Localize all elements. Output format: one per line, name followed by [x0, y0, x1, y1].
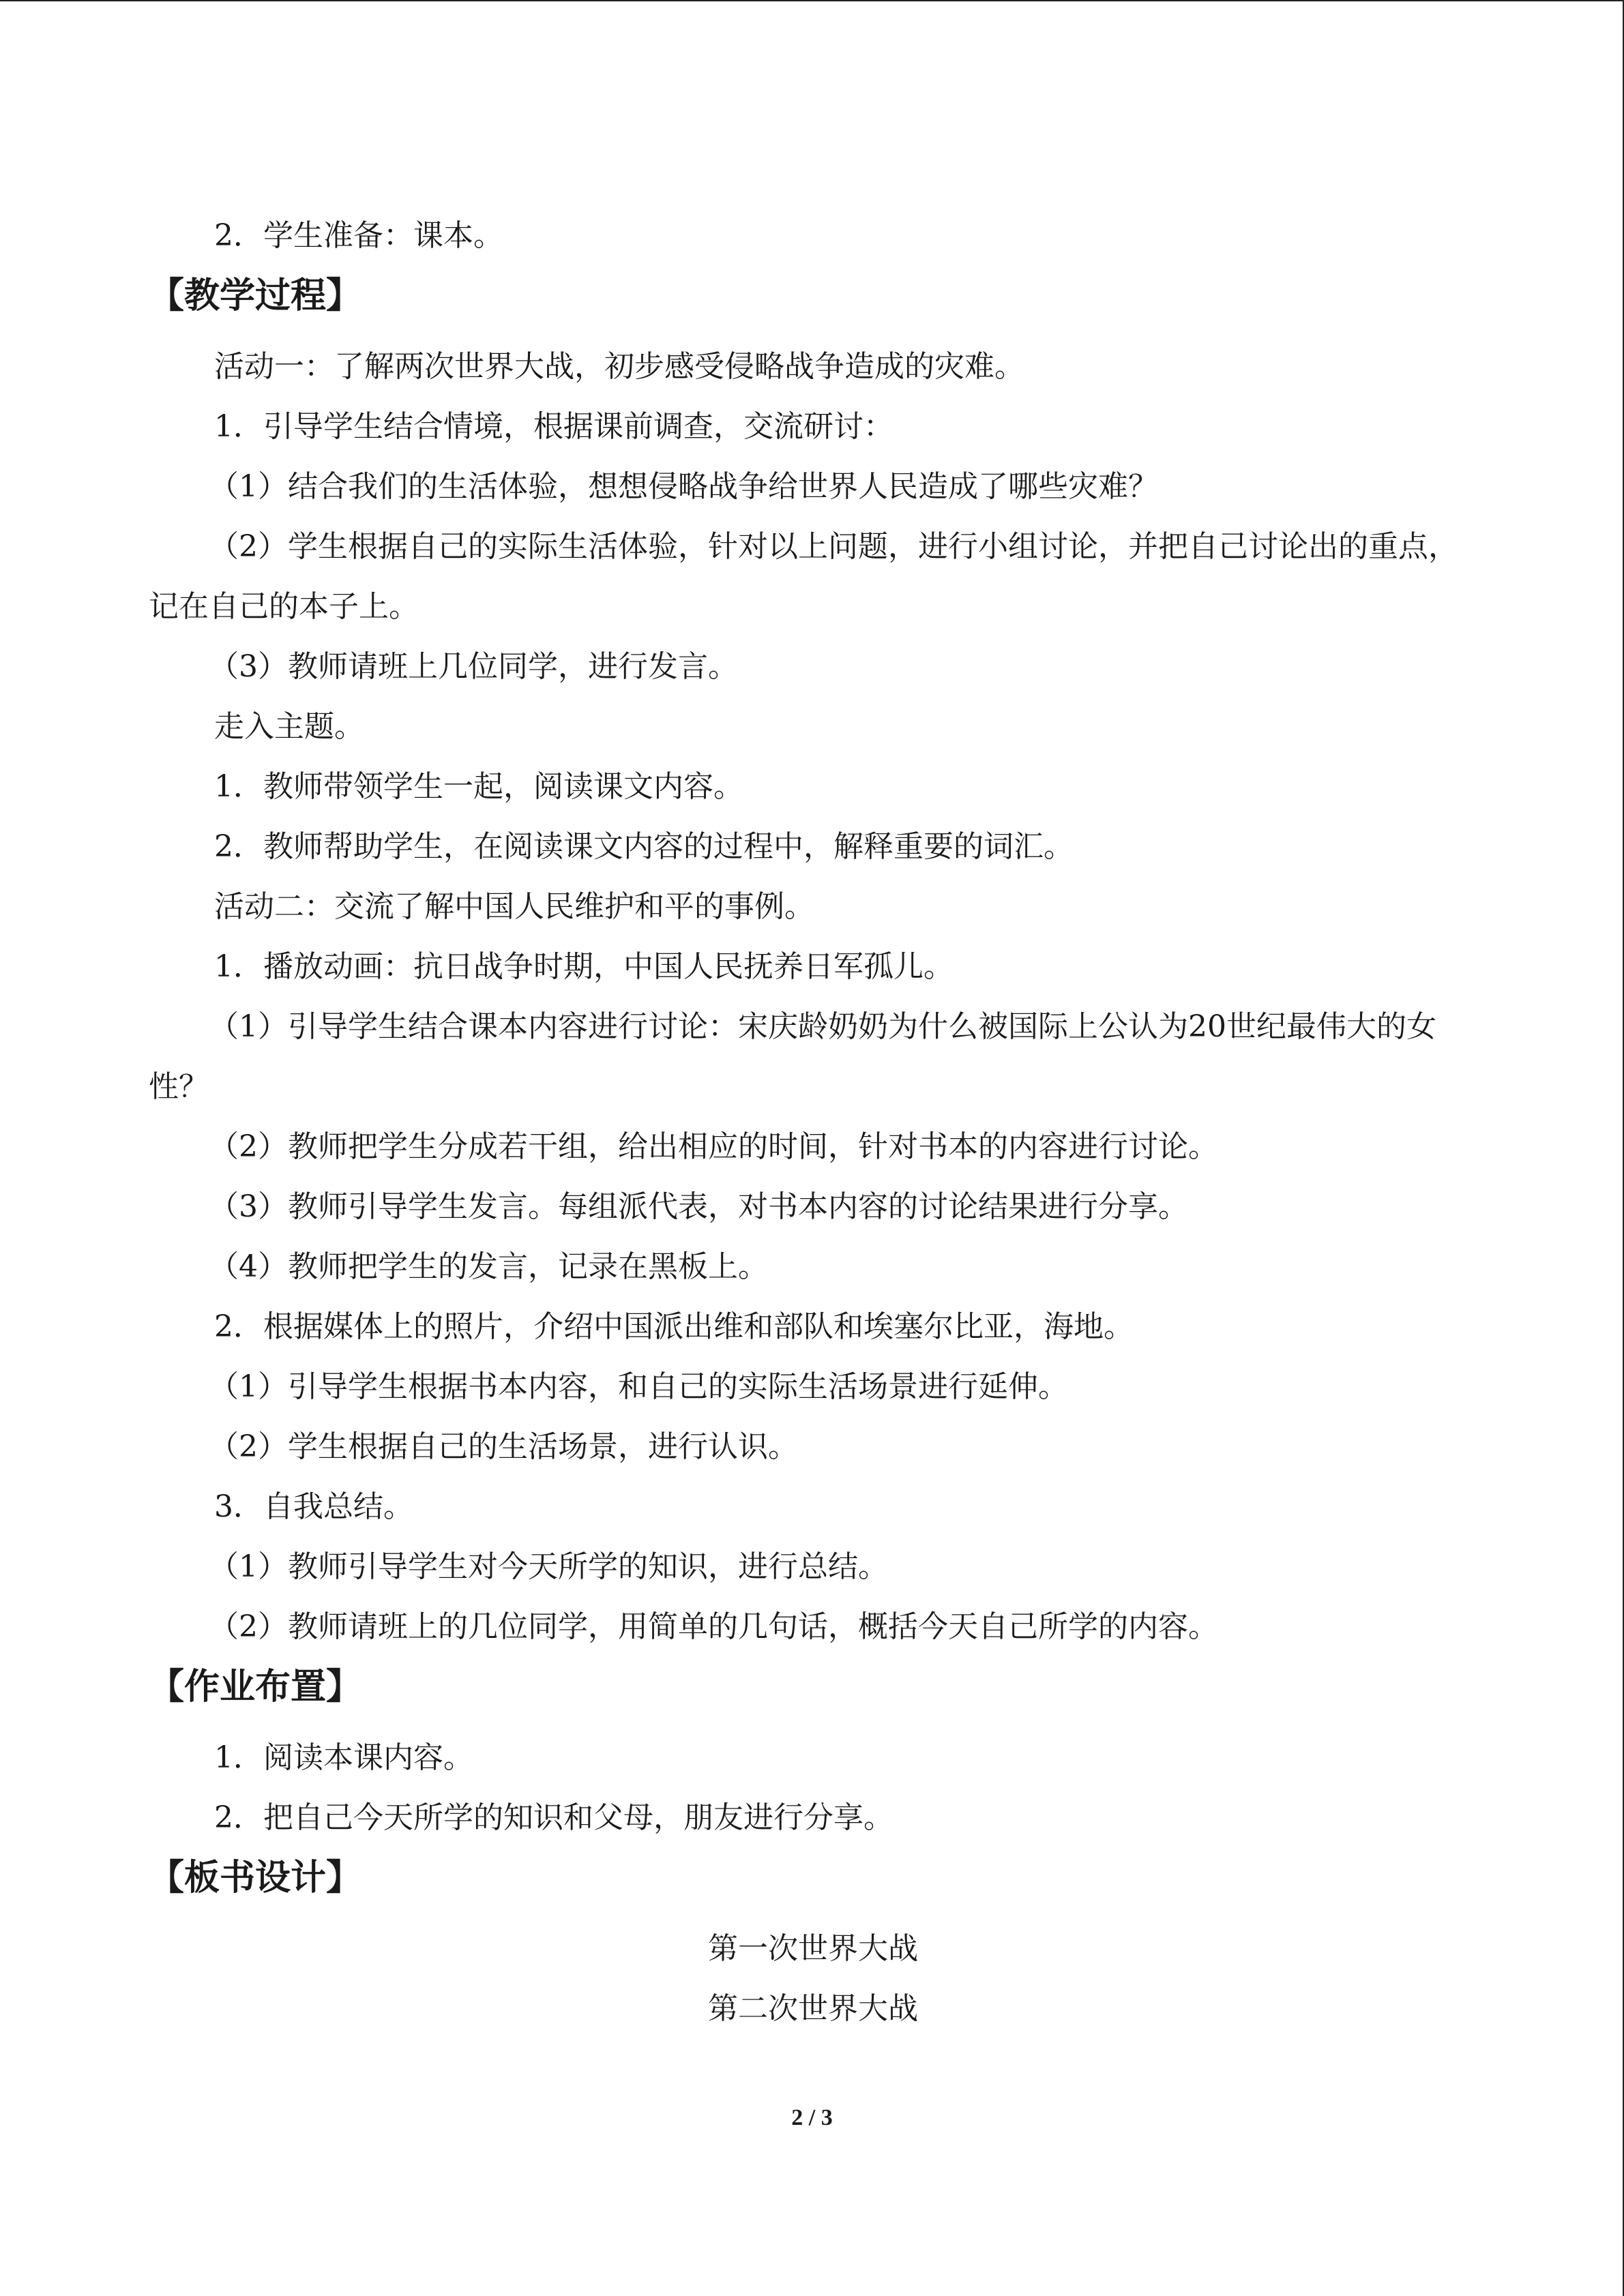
- student-prep-line: 2．学生准备：课本。: [214, 218, 503, 253]
- theme-step-1: 1．教师带领学生一起，阅读课文内容。: [214, 769, 743, 804]
- activity-two-step-2-point-1: （1）引导学生根据书本内容，和自己的实际生活场景进行延伸。: [209, 1369, 1068, 1404]
- page-number: 2 / 3: [791, 2105, 833, 2130]
- section-heading-process: 【教学过程】: [149, 275, 362, 316]
- theme-title: 走入主题。: [214, 709, 364, 744]
- activity-two-step-2: 2．根据媒体上的照片，介绍中国派出维和部队和埃塞尔比亚，海地。: [214, 1309, 1134, 1344]
- activity-two-step-3: 3．自我总结。: [214, 1489, 413, 1524]
- homework-item-1: 1．阅读本课内容。: [214, 1740, 473, 1775]
- activity-one-step-1: 1．引导学生结合情境，根据课前调查，交流研讨：: [214, 409, 894, 444]
- theme-step-2: 2．教师帮助学生，在阅读课文内容的过程中，解释重要的词汇。: [214, 829, 1074, 864]
- activity-two-step-1: 1．播放动画：抗日战争时期，中国人民抚养日军孤儿。: [214, 949, 954, 984]
- activity-two-title: 活动二：交流了解中国人民维护和平的事例。: [214, 889, 814, 924]
- board-line-1: 第一次世界大战: [708, 1931, 918, 1966]
- activity-one-point-2: （2）学生根据自己的实际生活体验，针对以上问题，进行小组讨论，并把自己讨论出的重点，记在自己的本子上。: [149, 529, 1458, 624]
- section-heading-homework: 【作业布置】: [149, 1667, 362, 1708]
- activity-two-point-4: （4）教师把学生的发言，记录在黑板上。: [209, 1249, 768, 1284]
- activity-two-point-3: （3）教师引导学生发言。每组派代表，对书本内容的讨论结果进行分享。: [209, 1189, 1188, 1224]
- activity-two-point-2: （2）教师把学生分成若干组，给出相应的时间，针对书本的内容进行讨论。: [209, 1129, 1218, 1164]
- activity-two-step-2-point-2: （2）学生根据自己的生活场景，进行认识。: [209, 1429, 798, 1464]
- activity-one-point-3: （3）教师请班上几位同学，进行发言。: [209, 649, 738, 684]
- homework-item-2: 2．把自己今天所学的知识和父母，朋友进行分享。: [214, 1800, 894, 1835]
- activity-one-point-1: （1）结合我们的生活体验，想想侵略战争给世界人民造成了哪些灾难？: [209, 469, 1158, 504]
- section-heading-board: 【板书设计】: [149, 1858, 362, 1898]
- activity-one-title: 活动一：了解两次世界大战，初步感受侵略战争造成的灾难。: [214, 349, 1024, 384]
- activity-two-step-3-point-2: （2）教师请班上的几位同学，用简单的几句话，概括今天自己所学的内容。: [209, 1609, 1218, 1644]
- activity-two-point-1: （1）引导学生结合课本内容进行讨论：宋庆龄奶奶为什么被国际上公认为20世纪最伟大的女性？: [149, 1009, 1436, 1104]
- activity-two-step-3-point-1: （1）教师引导学生对今天所学的知识，进行总结。: [209, 1549, 888, 1584]
- board-line-2: 第二次世界大战: [708, 1991, 918, 2026]
- document-body: [149, 206, 1477, 2039]
